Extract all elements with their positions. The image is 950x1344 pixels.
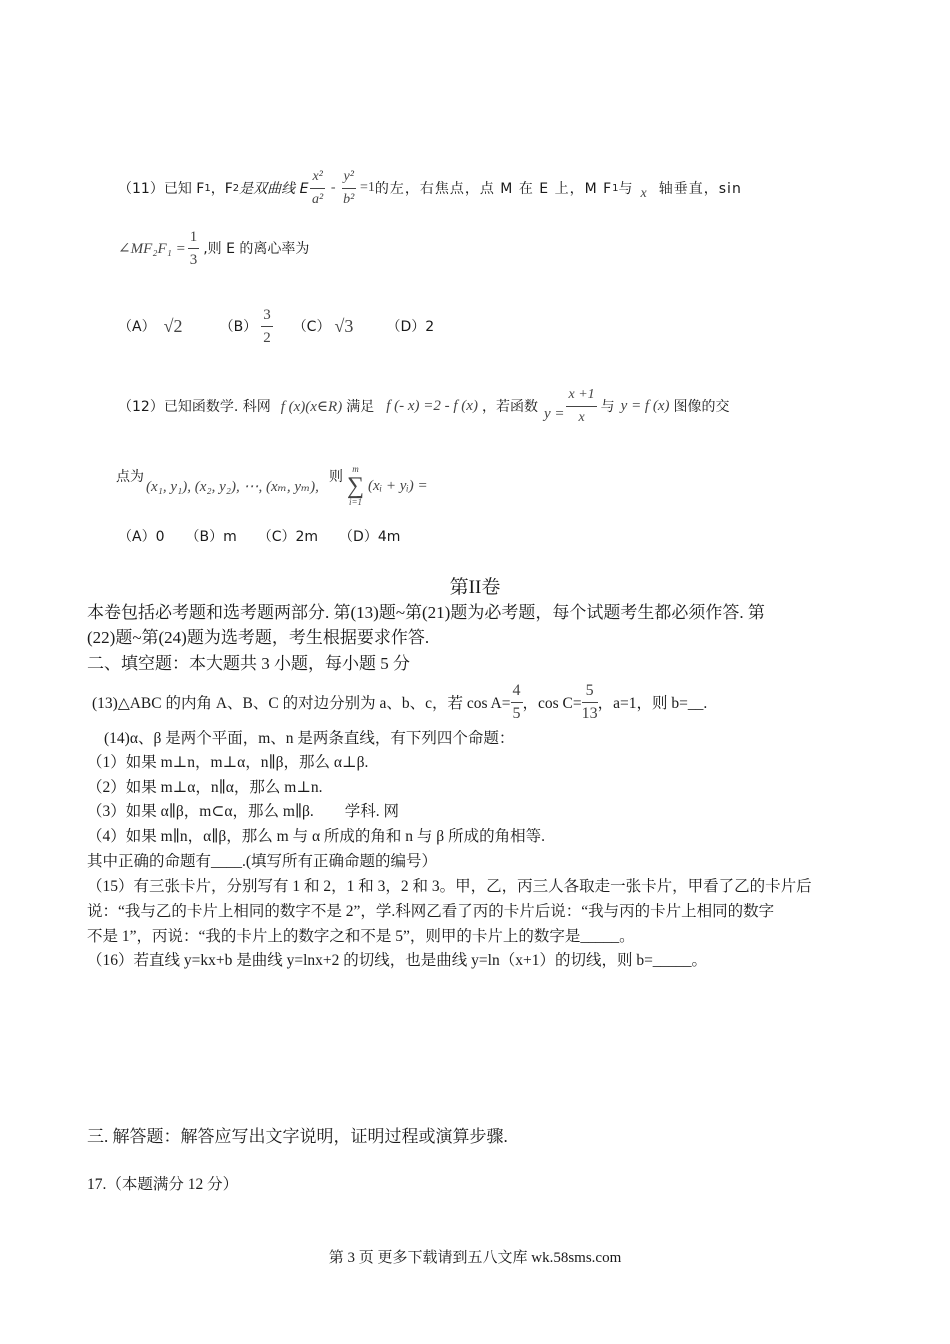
q11-text1: （11）已知 F (118, 181, 205, 197)
q14-question: 其中正确的命题有____.(填写所有正确命题的编号） (87, 853, 438, 870)
q11-opt-b-frac: $\frac{3}{2}$ (261, 304, 273, 349)
section2-title: 第II卷 (449, 577, 501, 598)
q15-line1: （15）有三张卡片，分别写有 1 和 2，1 和 3，2 和 3。甲，乙，丙三人各取走一张卡片，甲看了乙的卡片后 (87, 878, 812, 895)
page-footer: 第 3 页 更多下载请到五八文库 wk.58sms.com (328, 1250, 622, 1266)
q11-x-var: x (640, 186, 647, 201)
q12-text2: 满足 (346, 399, 375, 415)
q11-text2: ，F (210, 181, 233, 197)
q17-header: 17.（本题满分 12 分） (87, 1176, 239, 1193)
q14-prop4: （4）如果 m∥n，α∥β，那么 m 与 α 所成的角和 n 与 β 所成的角相等. (87, 828, 545, 845)
q11-opt-a-value: √2 (163, 315, 183, 336)
q11-angle: ∠MF₂F₁ = (118, 240, 186, 257)
q14-prop2: （2）如果 m⊥α，n∥α，那么 m⊥n. (87, 779, 323, 796)
q12-points: (x₁, y₁), (x₂, y₂), ⋯, (xₘ, yₘ), (146, 478, 319, 495)
q14-prop1: （1）如果 m⊥n，m⊥α，n∥β，那么 α⊥β. (87, 754, 369, 771)
q14-prop3: （3）如果 α∥β，m⊂α，那么 m∥β. 学科. 网 (87, 803, 400, 820)
q12-y-eq: y = (543, 405, 565, 422)
q11-text5: 与 (618, 181, 633, 197)
q14-stem: (14)α、β 是两个平面，m、n 是两条直线，有下列四个命题： (104, 730, 515, 747)
q11-line1 (118, 158, 742, 218)
q12-yfx: y = f (x) (620, 397, 670, 414)
q12-sum-top: m (352, 464, 359, 474)
q16-line1: （16）若直线 y=kx+b 是曲线 y=lnx+2 的切线，也是曲线 y=ln（x+1）的切线，则 b=_____。 (87, 952, 708, 969)
q12-line2 (116, 460, 428, 512)
q11-frac-x2a2: $\frac{\text{x²}}{\text{a²}}$ (310, 166, 324, 211)
q13-frac-cosC: $\frac{5}{13}$ (581, 681, 598, 722)
q11-opt-a-label: （A） (118, 319, 156, 335)
q12-text1: （12）已知函数学. 科网 (118, 399, 271, 415)
q15-line3: 不是 1”，丙说：“我的卡片上的数字之和不是 5”，则甲的卡片上的数字是_____。 (87, 928, 635, 945)
q12-text5: 图像的交 (673, 399, 730, 415)
q11-text3: 是双曲线 E (239, 181, 309, 197)
q12-frac: $\frac{x +1}{x}$ (566, 384, 596, 429)
q13-text2: ，cos C= (522, 695, 582, 712)
q11-frac-y2b2: $\frac{\text{y²}}{\text{b²}}$ (342, 166, 356, 211)
q12-sum-bottom: i=1 (348, 497, 363, 507)
q12-fx: f (x)(x∈R) (280, 398, 343, 415)
q11-mf1-sub: 1 (612, 182, 619, 194)
q12-line1 (118, 378, 730, 434)
q11-opt-c-value: √3 (334, 315, 354, 336)
fill-in-header: 二、填空题：本大题共 3 小题，每小题 5 分 (87, 654, 410, 673)
q11-text7: ,则 E 的离心率为 (203, 241, 310, 257)
q12-then: 则 (328, 469, 343, 485)
q11-minus: - (330, 180, 336, 195)
q11-f1-sub: 1 (204, 182, 211, 194)
q12-sum-expr: (xᵢ + yᵢ) = (368, 477, 428, 494)
q12-condition: f (- x) =2 - f (x) (386, 397, 478, 414)
q11-opt-d: （D）2 (386, 319, 435, 335)
q11-opt-b-label: （B） (219, 319, 258, 335)
section3-title: 三. 解答题：解答应写出文字说明，证明过程或演算步骤. (87, 1127, 508, 1146)
section2-intro-line1: 本卷包括必考题和选考题两部分. 第(13)题~第(21)题为必考题，每个试题考生都必须作答. 第 (87, 603, 765, 622)
q12-options: （A）0 （B）m （C）2m （D）4m (118, 529, 401, 545)
q11-line2 (118, 222, 309, 274)
q13-text1: (13)△ABC 的内角 A、B、C 的对边分别为 a、b、c，若 cos A= (92, 695, 511, 712)
q12-text4: 与 (600, 399, 615, 415)
q13-frac-cosA: $\frac{4}{5}$ (512, 681, 521, 722)
q11-text4: 的左，右焦点，点 M 在 E 上，M F (374, 181, 613, 197)
q12-line2-prefix: 点为 (116, 469, 144, 485)
q12-sum-symbol: ∑ (346, 473, 365, 499)
q13 (92, 678, 707, 726)
q11-frac-1-3: $\frac{1}{3}$ (188, 226, 200, 271)
q13-text3: ，a=1，则 b=__. (597, 695, 708, 712)
q11-f2-sub: 2 (232, 182, 240, 194)
q15-line2: 说：“我与乙的卡片上相同的数字不是 2”，学.科网乙看了丙的卡片后说：“我与丙的卡片上相同的数字 (87, 903, 775, 920)
section2-intro-line2: (22)题~第(24)题为选考题，考生根据要求作答. (87, 628, 430, 647)
q11-eq1: =1 (359, 180, 375, 195)
q12-sum (347, 465, 364, 507)
q11-opt-c-label: （C） (292, 319, 331, 335)
q11-options (118, 300, 434, 352)
q12-text3: ，若函数 (481, 399, 538, 415)
q11-text6: 轴垂直，sin (658, 181, 742, 197)
